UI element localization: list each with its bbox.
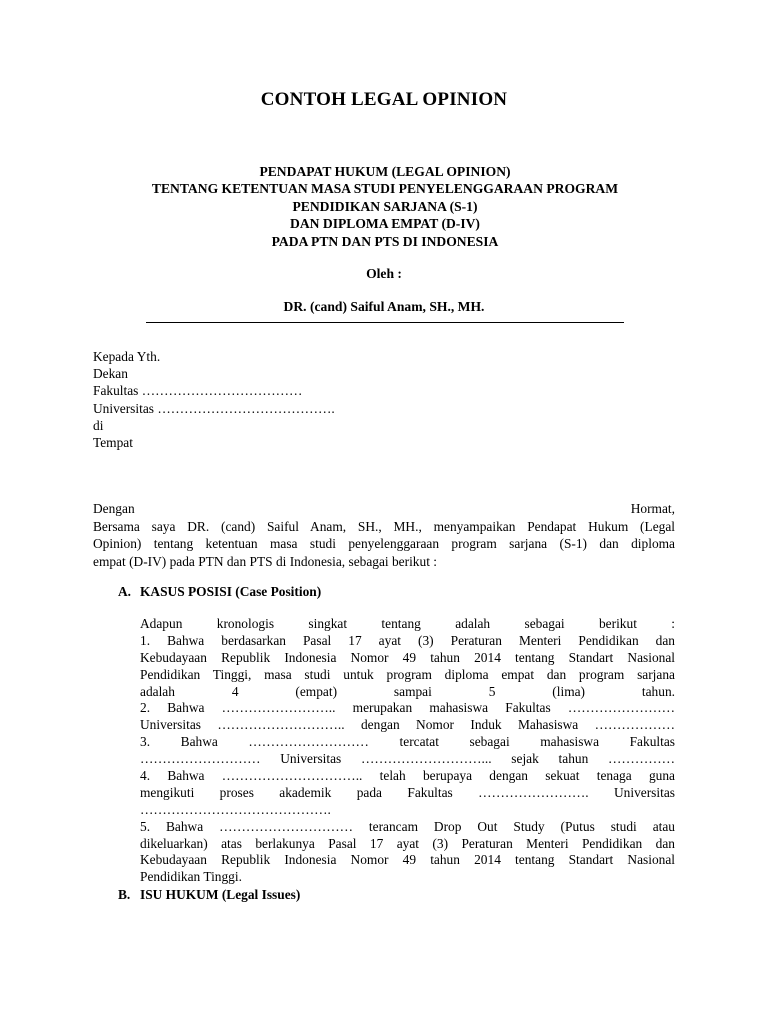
paragraph-line: Pendidikan Tinggi. — [140, 869, 242, 885]
address-line: Dekan — [93, 366, 128, 382]
greeting-line — [93, 500, 675, 518]
by-label: Oleh : — [366, 266, 402, 281]
section-a-heading — [118, 584, 678, 600]
address-line: Fakultas ……………………………… — [93, 383, 303, 399]
heading-line: PENDIDIKAN SARJANA (S-1) — [292, 198, 478, 214]
section-letter: A. — [118, 584, 132, 599]
paragraph-line: Kebudayaan Republik Indonesia Nomor 49 tahun 2014 tentang Standart Nasional — [140, 649, 675, 665]
address-line: di — [93, 417, 104, 433]
author-underline — [146, 322, 624, 323]
paragraph-line: ……………………………………. — [140, 801, 331, 817]
heading-line: PENDAPAT HUKUM (LEGAL OPINION) — [259, 164, 511, 179]
paragraph-line: Pendidikan Tinggi, masa studi untuk program diploma empat dan program sarjana — [140, 666, 675, 682]
paragraph-line: Adapun kronologis singkat tentang adalah sebagai berikut : — [140, 616, 675, 631]
document-title: CONTOH LEGAL OPINION — [260, 89, 508, 110]
opening-paragraph — [93, 500, 675, 570]
paragraph-line: 5. Bahwa ………………………… terancam Drop Out Study (Putus studi atau — [140, 818, 675, 834]
paragraph-line: dikeluarkan) atas berlakunya Pasal 17 ayat (3) Peraturan Menteri Pendidikan dan — [140, 835, 675, 851]
address-line: Kepada Yth. — [93, 349, 161, 364]
paragraph-line: 4. Bahwa ………………………….. telah berupaya dengan sekuat tenaga guna — [140, 768, 675, 784]
heading-line: DAN DIPLOMA EMPAT (D-IV) — [290, 216, 480, 232]
paragraph-line: ……………………… Universitas ………………………... sejak tahun …………… — [140, 751, 675, 767]
section-a-body — [140, 616, 675, 886]
recipient-address — [93, 348, 653, 451]
paragraph-line: Universitas ……………………….. dengan Nomor Induk Mahasiswa ……………… — [140, 717, 675, 733]
author-name: DR. (cand) Saiful Anam, SH., MH. — [283, 299, 485, 314]
greeting-left: Dengan — [93, 501, 135, 516]
paragraph-line: 2. Bahwa …………………….. merupakan mahasiswa Fakultas …………………… — [140, 700, 675, 716]
section-title: KASUS POSISI (Case Position) — [140, 584, 322, 599]
greeting-right: Hormat, — [630, 501, 675, 516]
paragraph-line: Kebudayaan Republik Indonesia Nomor 49 tahun 2014 tentang Standart Nasional — [140, 852, 675, 868]
address-line: Tempat — [93, 435, 133, 451]
paragraph-line: 3. Bahwa ……………………… tercatat sebagai mahasiswa Fakultas — [140, 734, 675, 750]
heading-line: PADA PTN DAN PTS DI INDONESIA — [271, 233, 499, 249]
section-letter: B. — [118, 887, 131, 902]
address-line: Universitas …………………………………. — [93, 400, 335, 416]
intro-line: Bersama saya DR. (cand) Saiful Anam, SH., MH., menyampaikan Pendapat Hukum (Legal — [93, 518, 675, 534]
opinion-heading — [80, 163, 690, 250]
paragraph-line: adalah 4 (empat) sampai 5 (lima) tahun. — [140, 683, 675, 699]
intro-line: Opinion) tentang ketentuan masa studi penyelenggaraan program sarjana (S-1) dan diploma — [93, 536, 675, 552]
paragraph-line: mengikuti proses akademik pada Fakultas ……………………. Universitas — [140, 784, 675, 800]
paragraph-line: 1. Bahwa berdasarkan Pasal 17 ayat (3) Peraturan Menteri Pendidikan dan — [140, 632, 675, 648]
section-title: ISU HUKUM (Legal Issues) — [140, 887, 301, 902]
intro-line: empat (D-IV) pada PTN dan PTS di Indonesia, sebagai berikut : — [93, 553, 437, 569]
section-b-heading — [118, 887, 678, 903]
heading-line: TENTANG KETENTUAN MASA STUDI PENYELENGGARAAN PROGRAM — [151, 181, 619, 197]
